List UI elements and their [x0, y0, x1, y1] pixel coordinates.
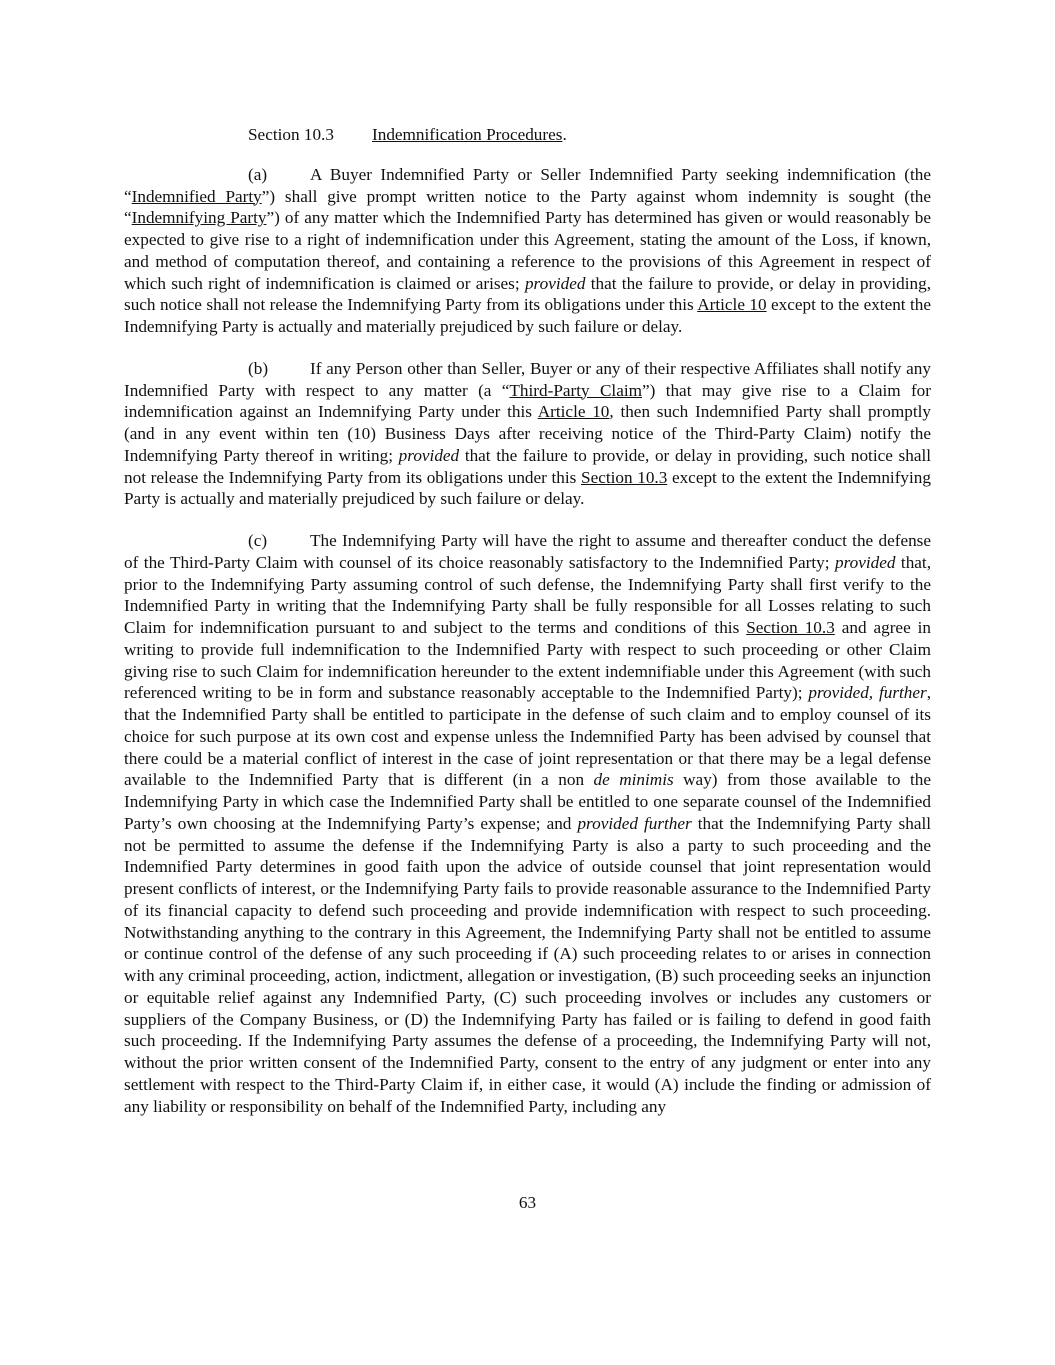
italic-term: provided, further [808, 683, 927, 703]
cross-reference-section-10-3: Section 10.3 [581, 467, 668, 487]
italic-term: provided [524, 273, 586, 293]
italic-term: provided [834, 552, 896, 572]
text-run: ”) shall give prompt written notice to the Party against whom indemnity is sought (the “ [124, 186, 931, 228]
text-run: ”) that may give rise to a Claim for indemnification against an Indemnifying Party under this [124, 380, 931, 422]
text-run: that the failure to provide, or delay in providing, such notice shall not release the Indemnifying Party from its obligations under this [124, 273, 931, 315]
text-run: ”) of any matter which the Indemnified Party has determined has given or would reasonably be expected to give rise to a right of indemnification under this Agreement, stating the amount of the Loss, if known, and method of computation thereof, and containing a reference to the provisions of this Agreement in respect of which such right of indemnification is claimed or arises; [124, 208, 931, 293]
text-run: that the Indemnifying Party shall not be permitted to assume the defense if the Indemnifying Party is also a party to such proceeding and the Indemnified Party determines in good faith upon the advice of outside counsel that joint representation would present conflicts of interest, or the Indemnifying Party fails to provide reasonable assurance to the Indemnified Party of its financial capacity to defend such proceeding and provide indemnification with respect to such proceeding. Notwithstanding anything to the contrary in this Agreement, the Indemnifying Party shall not be entitled to assume or continue control of the defense of any such proceeding if (A) such proceeding relates to or arises in connection with any criminal proceeding, action, indictment, allegation or investigation, (B) such proceeding seeks an injunction or equitable relief against any Indemnified Party, (C) such proceeding involves or includes any customers or suppliers of the Company Business, or (D) the Indemnifying Party has failed or is failing to defend in good faith such proceeding. If the Indemnifying Party assumes the defense of a proceeding, the Indemnifying Party will not, without the prior written consent of the Indemnified Party, consent to the entry of any judgment or enter into any settlement with respect to the Third-Party Claim if, in either case, it would (A) include the finding or admission of any liability or responsibility on behalf of the Indemnified Party, including any [124, 813, 931, 1116]
cross-reference-article-10: Article 10 [537, 402, 610, 422]
paragraph-c-label: (c) [248, 531, 268, 550]
defined-term-indemnified-party: Indemnified Party [131, 186, 262, 206]
section-heading [124, 124, 931, 146]
text-run: and agree in writing to provide full indemnification to the Indemnified Party with respect to such proceeding or other Claim giving rise to such Claim for indemnification hereunder to the extent indemnifiable under this Agreement (with such referenced writing to be in form and substance reasonably acceptable to the Indemnified Party); [124, 618, 932, 703]
paragraph-a [124, 164, 931, 338]
section-number: Section 10.3 [248, 125, 334, 144]
text-run: A Buyer Indemnified Party or Seller Indemnified Party seeking indemnification (the “ [124, 164, 931, 206]
paragraph-b [124, 358, 931, 510]
italic-term: provided [398, 445, 460, 465]
paragraph-c [124, 530, 931, 1117]
text-run: , then such Indemnified Party shall promptly (and in any event within ten (10) Business Days after receiving notice of the Third-Party Claim) notify the Indemnifying Party thereof in writing; [124, 402, 931, 465]
text-run: way) from those available to the Indemnifying Party in which case the Indemnified Party shall be entitled to one separate counsel of the Indemnified Party’s own choosing at the Indemnifying Party’s expense; and [124, 770, 931, 833]
defined-term-indemnifying-party: Indemnifying Party [131, 208, 267, 228]
text-run: except to the extent the Indemnifying Party is actually and materially prejudiced by such failure or delay. [124, 295, 931, 336]
text-run: If any Person other than Seller, Buyer or any of their respective Affiliates shall notify any Indemnified Party with respect to any matter (a “ [124, 358, 931, 400]
section-title: Indemnification Procedures [372, 125, 563, 144]
cross-reference-section-10-3: Section 10.3 [746, 618, 835, 637]
italic-term: de minimis [593, 770, 674, 790]
paragraph-b-label: (b) [248, 358, 269, 378]
paragraph-a-label: (a) [248, 164, 268, 184]
page-number: 63 [518, 1193, 537, 1212]
text-run: , that the Indemnified Party shall be entitled to participate in the defense of such claim and to employ counsel of its choice for such purpose at its own cost and expense unless the Indemnified Party has been advised by counsel that there could be a material conflict of interest in the case of joint representation or that there may be a legal defense available to the Indemnified Party that is different (in a non [124, 683, 932, 790]
document-page [124, 124, 931, 1137]
text-run: that the failure to provide, or delay in providing, such notice shall not release the Indemnifying Party from its obligations under this [124, 445, 931, 487]
defined-term-third-party-claim: Third-Party Claim [509, 380, 642, 400]
text-run: that, prior to the Indemnifying Party assuming control of such defense, the Indemnifying Party shall first verify to the Indemnified Party in writing that the Indemnifying Party shall be fully responsible for all Losses relating to such Claim for indemnification pursuant to and subject to the terms and conditions of this [124, 552, 932, 637]
text-run: The Indemnifying Party will have the right to assume and thereafter conduct the defense of the Third-Party Claim with counsel of its choice reasonably satisfactory to the Indemnified Party; [124, 531, 931, 572]
section-title-period: . [562, 125, 567, 144]
cross-reference-article-10: Article 10 [697, 295, 767, 315]
text-run: except to the extent the Indemnifying Party is actually and materially prejudiced by such failure or delay. [124, 467, 931, 509]
italic-term: provided further [577, 813, 692, 833]
